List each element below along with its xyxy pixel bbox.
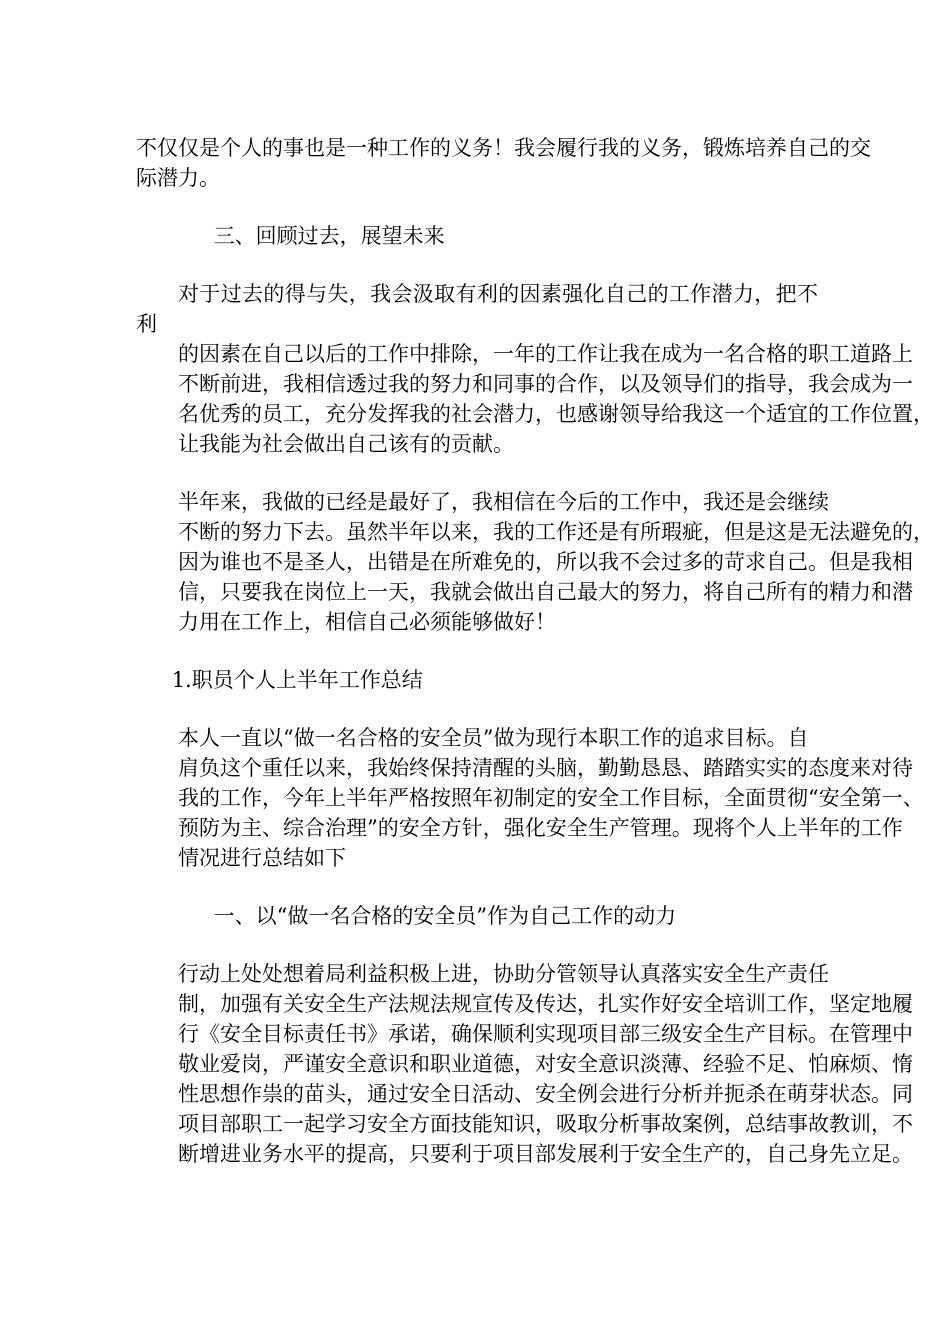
text-line: 行《安全目标责任书》承诺，确保顺利实现项目部三级安全生产目标。在管理中	[178, 1022, 913, 1046]
document-body	[136, 133, 934, 1197]
text-line: 我的工作，今年上半年严格按照年初制定的安全工作目标，全面贯彻“安全第一、	[178, 786, 924, 810]
text-line: 力用在工作上，相信自己必须能够做好！	[178, 610, 556, 634]
text-line: 项目部职工一起学习安全方面技能知识，吸取分析事故案例，总结事故教训，不	[178, 1112, 913, 1136]
text-line: 半年来，我做的已经是最好了，我相信在今后的工作中，我还是会继续	[178, 490, 829, 514]
paragraph-past-and-future	[136, 279, 934, 459]
text-line: 预防为主、综合治理”的安全方针，强化安全生产管理。现将个人上半年的工作	[178, 816, 903, 840]
text-line: 际潜力。	[136, 166, 220, 190]
text-line: 敬业爱岗，严谨安全意识和职业道德，对安全意识淡薄、经验不足、怕麻烦、惰	[178, 1052, 913, 1076]
text-line: 制，加强有关安全生产法规法规宣传及传达，扎实作好安全培训工作，坚定地履	[178, 992, 913, 1016]
text-line: 不仅仅是个人的事也是一种工作的义务！我会履行我的义务，锻炼培养自己的交	[136, 136, 871, 160]
continuation-paragraph	[136, 133, 871, 193]
text-line: 名优秀的员工，充分发挥我的社会潜力，也感谢领导给我这一个适宜的工作位置，	[178, 402, 934, 426]
paragraph-half-year	[136, 487, 934, 637]
text-line: 不断前进，我相信透过我的努力和同事的合作，以及领导们的指导，我会成为一	[178, 372, 913, 396]
section-heading-motivation: 一、以“做一名合格的安全员”作为自己工作的动力	[213, 904, 677, 928]
text-line: 信，只要我在岗位上一天，我就会做出自己最大的努力，将自己所有的精力和潜	[178, 580, 913, 604]
text-line: 情况进行总结如下	[178, 846, 346, 870]
paragraph-safety-officer-intro	[136, 723, 924, 873]
article-subheading: 1.职员个人上半年工作总结	[171, 668, 423, 692]
text-line: 本人一直以“做一名合格的安全员”做为现行本职工作的追求目标。自	[178, 726, 809, 750]
text-line: 的因素在自己以后的工作中排除，一年的工作让我在成为一名合格的职工道路上	[178, 342, 913, 366]
text-line: 性思想作祟的苗头，通过安全日活动、安全例会进行分析并扼杀在萌芽状态。同	[178, 1082, 913, 1106]
text-line: 因为谁也不是圣人，出错是在所难免的，所以我不会过多的苛求自己。但是我相	[178, 550, 913, 574]
section-heading-review: 三、回顾过去，展望未来	[213, 224, 445, 248]
text-line: 肩负这个重任以来，我始终保持清醒的头脑，勤勤恳恳、踏踏实实的态度来对待	[178, 756, 913, 780]
text-line: 断增进业务水平的提高，只要利于项目部发展利于安全生产的，自己身先立足。	[178, 1142, 913, 1166]
paragraph-actions	[136, 959, 913, 1169]
text-line: 行动上处处想着局利益积极上进，协助分管领导认真落实安全生产责任	[178, 962, 829, 986]
text-line: 对于过去的得与失，我会汲取有利的因素强化自己的工作潜力，把不利	[136, 282, 818, 336]
text-line: 不断的努力下去。虽然半年以来，我的工作还是有所瑕疵，但是这是无法避免的，	[178, 520, 934, 544]
text-line: 让我能为社会做出自己该有的贡献。	[178, 432, 514, 456]
